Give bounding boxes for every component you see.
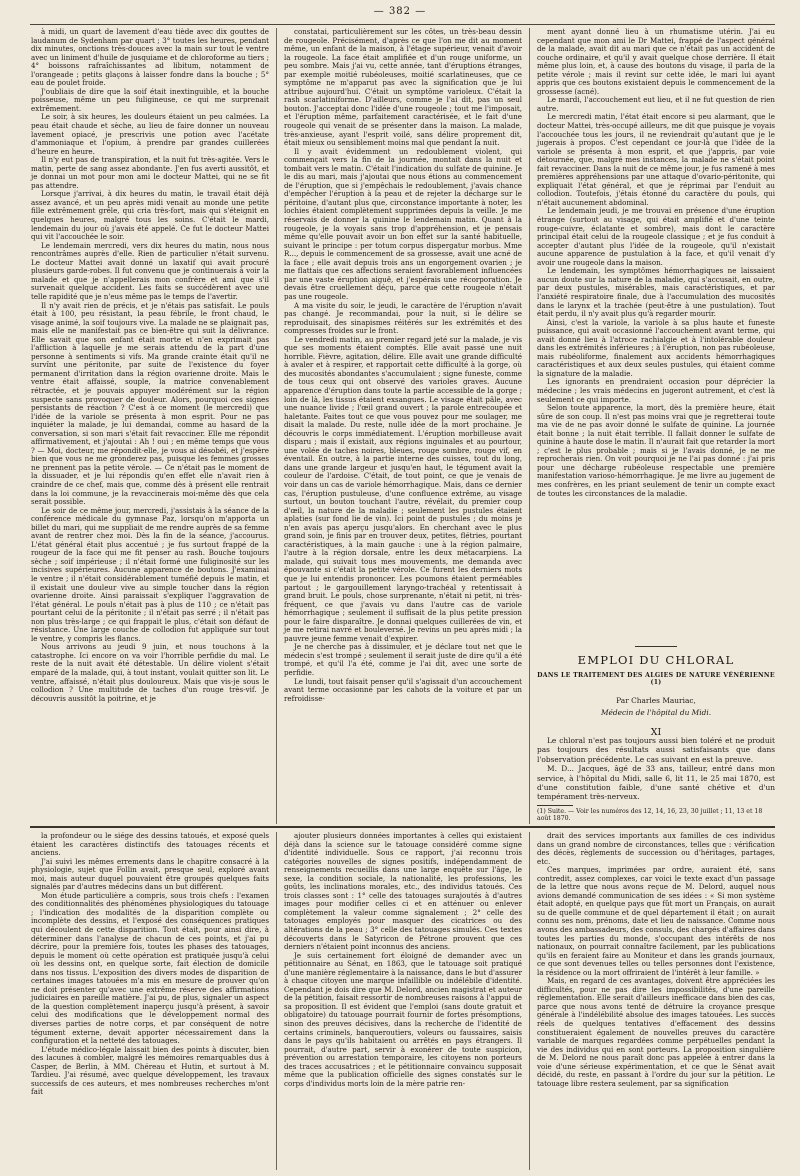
paragraph: Je suis certainement fort éloigné de demander avec un pétitionnaire au Sénat, en 1863, que le tatouage soit pratiqué d'une manière réglementaire à la naissance, dans le but d'assurer à chaque citoyen une marque infaillible ou indélébile d'identité. Cependant je dois dire que M. Delord, ancien magistrat et auteur de la pétition, faisait ressortir de nombreuses raisons à l'appui de sa proposition. Il est évident que l'emploi (sans doute gratuit et obligatoire) du tatouage pourrait fournir de fortes présomptions, sinon des preuves décisives, dans la recherche de l'identité de certains criminels, banqueroutiers, voleurs ou faussaires, saisis dans le pays qu'ils habitaient ou arrêtés en pays étrangers. Il pourrait, d'autre part, servir à exonérer de toute suspicion, prévention ou arrestation temporaire, les citoyens non porteurs des traces accusatrices ; et le pétitionnaire convaincu supposait même que la publication officielle des signes constatés sur le corps d'individus morts loin de la mère patrie ren- xyxy=(284,950,522,1088)
paragraph: Selon toute apparence, la mort, dès la première heure, était sûre de son coup. Il n'est pas moins vrai que je regretterai toute ma vie de ne pas avoir donné le sulfate de quinine. La journée était bonne ; la nuit était terrible. Il fallait donner le sulfate de quinine à haute dose le matin. Il n'aurait fait que retarder la mort ; c'est le plus probable ; mais si je l'avais donné, je ne me reprocherais rien. On voit pourquoi je ne l'ai pas donné : j'ai pris pour une décharge rubéoleuse respectable une première manifestation varioso-hémorrhagique. Je me livre au jugement de mes confrères, en les priant seulement de tenir un compte exact de toutes les circonstances de la maladie. xyxy=(537,403,775,498)
paragraph: J'ai suivi les mêmes errements dans le chapitre consacré à la physiologie, sujet que Follin avait, presque seul, exploré avant moi, mais auteur duquel pouvaient être groupés quelques faits signalés par d'autres médecins dans un but différent. xyxy=(31,856,269,892)
paragraph: Il n'y avait rien de précis, et je n'étais pas satisfait. Le pouls était à 100, peu résistant, la peau fébrile, le front chaud, le visage animé, la soif toujours vive. La malade ne se plaignait pas, mais elle ne manifestait pas ce bien-être qui suit la délivrance. Elle savait que son enfant était morte et n'en exprimait pas l'affliction à laquelle je me serais attendu de la part d'une personne à sentiments si vifs. Ma grande crainte était qu'il ne survînt une péritonite, par suite de l'existence du foyer permanent d'irritation dans la région ovarienne droite. Mais le ventre était affaissé, souple, la matrice convenablement rétractée, et je pouvais appuyer modérément sur la région suspecte sans provoquer de douleur. Alors, pourquoi ces signes persistants de réaction ? C'est à ce moment (le mercredi) que l'idée de la variole se présenta à mon esprit. Pour ne pas inquiéter la malade, je lui demandai, comme au hasard de la conversation, si son mari s'était fait revacciner. Elle me répondit affirmativement, et j'ajoutai : Ah ! oui ; en même temps que vous ? — Moi, docteur, me répondit-elle, je vous ai désobéi, et j'espère bien que vous ne me gronderez pas, puisque les femmes grosses ne prennent pas la petite vérole. — Ce n'était pas le moment de la dissuader, et je lui répondis qu'en effet elle n'avait rien à craindre de ce chef, mais que, comme dès à présent elle rentrait dans la loi commune, je la revaccinerais moi-même dès que cela serait possible. xyxy=(31,300,269,507)
paragraph: Le mercredi matin, l'état était encore si peu alarmant, que le docteur Mattei, très-occupé ailleurs, me dit que puisque je voyais l'accouchée tous les jours, il ne reviendrait qu'autant que je le jugerais à propos. C'est cependant ce jour-là que l'idée de la variole se présenta à mon esprit, et que j'appris, par voie détournée, que, malgré mes instances, la malade ne s'était point fait revacciner. Dans la nuit de ce même jour, je fus ramené à mes premières appréhensions par une attaque d'ovario-péritonite, qui expliquait l'état général, et que je réprimai par l'enduit au collodion. Toutefois, j'étais étonné du caractère du pouls, qui n'était aucunement abdominal. xyxy=(537,112,775,207)
heading-separator xyxy=(635,646,677,647)
paragraph: Le lundi, tout faisait penser qu'il s'agissait d'un accouchement avant terme occasionné par les cahots de la voiture et par un refroidisse- xyxy=(284,676,522,703)
paragraph: Mais, en regard de ces avantages, doivent être appréciées les difficultés, pour ne pas dire les impossibilités, d'une pareille réglementation. Elle serait d'ailleurs inefficace dans bien des cas, parce que nous avons tenté de détruire la croyance presque générale à l'indélébilité absolue des images tatouées. Les succès réels de quelques tentatives d'effacement des dessins constitueraient également de nouvelles preuves du caractère variable de marques regardées comme perpétuelles pendant la vie des individus qui en sont porteurs. La proposition singulière de M. Delord ne nous paraît donc pas appelée à entrer dans la voie d'une sérieuse expérimentation, et ce que le Sénat avait décidé, du reste, en passant à l'ordre du jour sur la pétition. Le tatouage libre restera seulement, par sa signification xyxy=(537,976,775,1088)
paragraph: Le mardi, l'accouchement eut lieu, et il ne fut question de rien autre. xyxy=(537,95,775,113)
column-divider xyxy=(276,28,277,824)
paragraph: drait des services importants aux familles de ces individus dans un grand nombre de circonstances, telles que : vérification des décès, règlements de succession ou d'héritages, partages, etc. xyxy=(537,831,775,866)
paragraph: à midi, un quart de lavement d'eau tiède avec dix gouttes de laudanum de Sydenham par quart ; 3° toutes les heures, pendant dix minutes, onctions très-douces avec la main sur tout le ventre avec un liniment d'huile de jusquiame et de chloroforme au tiers ; 4° boissons rafraîchissantes ad libitum, notamment de l'orangeade ; petits glaçons à laisser fondre dans la bouche ; 5° eau de poulet froide. xyxy=(31,27,269,88)
paragraph: Les ignorants en prendraient occasion pour déprécier la médecine ; les vrais médecins en jugeront autrement, et c'est là seulement ce qui importe. xyxy=(537,377,775,404)
column-1 xyxy=(31,28,269,824)
paragraph: J'oubliais de dire que la soif était inextinguible, et la bouche poisseuse, même un peu fuligineuse, ce qui me surprenait extrêmement. xyxy=(31,86,269,113)
paragraph: Nous arrivons au jeudi 9 juin, et nous touchons à la catastrophe. Ici encore on va voir l'horrible perfidie du mal. Le reste de la nuit avait été détestable. Un délire violent s'était emparé de la malade, qui, à tout instant, voulait quitter son lit. Le ventre, affaissé, n'était plus douloureux. Mais que vis-je sous le collodion ? Une multitude de taches d'un rouge très-vif. Je découvris aussitôt la poitrine, et je xyxy=(31,642,269,703)
column-divider xyxy=(529,28,530,824)
paragraph: Il n'y eut pas de transpiration, et la nuit fut très-agitée. Vers le matin, perte de sang assez abondante. J'en fus averti aussitôt, et je donnai un mot pour mon ami le docteur Mattei, qui ne se fit pas attendre. xyxy=(31,155,269,190)
paragraph: Il y avait évidemment un redoublement violent, qui commençait vers la fin de la journée, montait dans la nuit et tombait vers le matin. C'était l'indication du sulfate de quinine. Je le dis au mari, mais j'ajoutai que nous étions au commencement de l'éruption, que si j'empêchais le redoublement, j'avais chance d'empêcher l'éruption à la peau et de rejeter la décharge sur le péritoine, d'autant plus que, circonstance importante à noter, les lochies étaient complètement supprimées depuis la veille. Je me réservais de donner la quinine le lendemain matin. Quant à la rougeole, je la voyais sans trop d'appréhension, et je pensais même qu'elle pouvait avoir un bon effet sur la santé habituelle, suivant le principe : per totum corpus dispergatur morbus. Mme R..., depuis le commencement de sa grossesse, avait une acné de la face ; elle avait depuis trois ans un engorgement ovarien ; je me flattais que ces affections seraient favorablement influencées par une vaste éruption aiguë, et j'espérais une récorporation. Je devais être cruellement déçu, parce que cette rougeole n'était pas une rougeole. xyxy=(284,146,522,301)
article-author: Par Charles Mauriac, xyxy=(616,696,696,705)
article-title: EMPLOI DU CHLORAL xyxy=(577,653,735,667)
paragraph: Le lendemain jeudi, je me trouvai en présence d'une éruption étrange (surtout au visage, qui était amplifié et d'une teinte rouge-cuivre, éclatante et sombre), mais dont le caractère principal était celui de la rougeole classique ; et je fus conduit à accepter d'autant plus l'idée de la rougeole, qu'il n'existait aucune apparence de pustulation à la face, et qu'il venait d'y avoir une rougeole dans la maison. xyxy=(537,206,775,267)
paragraph: Je ne cherche pas à dissimuler, et je déclare tout net que le médecin s'est trompé ; seulement il serait juste de dire qu'il a été trompé, et qu'il l'a été, comme je l'ai dit, avec une sorte de perfidie. xyxy=(284,642,522,678)
article-subtitle: DANS LE TRAITEMENT DES ALGIES DE NATURE VÉNÉRIENNE (1) xyxy=(537,672,775,686)
column-divider xyxy=(529,832,530,1170)
paragraph: Lorsque j'arrivai, à dix heures du matin, le travail était déjà assez avancé, et un peu après midi venait au monde une petite fille extrêmement grêle, qui cria très-fort, mais qui s'éteignit en quelques heures, malgré tous les soins. C'était le mardi, lendemain du jour où j'avais été appelé. Ce fut le docteur Mattei qui vit l'accouchée le soir. xyxy=(31,189,269,242)
paragraph: Mon étude particulière a compris, sous trois chefs : l'examen des conditionnalités des phénomènes physiologiques du tatouage ; l'indication des modalités de la disparition complète ou incomplète des dessins, et l'exposé des conséquences pratiques qui découlent de cette disparition. Tout était, pour ainsi dire, à déterminer dans l'analyse de chacun de ces points, et j'ai pu décrire, pour la première fois, toutes les phases des tatouages, depuis le moment où cette opération est pratiquée jusqu'à celui où les dessins ont, en quelque sorte, fait élection de domicile dans nos tissus. L'exposition des divers modes de disparition de certaines images tatouées m'a mis en mesure de prouver qu'on ne doit présenter qu'avec une extrême réserve des affirmations judiciaires en pareille matière. J'ai pu, de plus, signaler un aspect de la question complètement inaperçu jusqu'à présent, à savoir celui des modifications que le développement normal des diverses parties de notre corps, et par conséquent de notre tégument externe, devait apporter nécessairement dans la configuration et la netteté des tatouages. xyxy=(31,890,269,1046)
paragraph: ajouter plusieurs données importantes à celles qui existaient déjà dans la science sur le tatouage considéré comme signe d'identité individuelle. Sous ce rapport, j'ai reconnu trois catégories nouvelles de signes positifs, indépendamment de renseignements recueillis dans une large enquête sur l'âge, le sexe, la condition sociale, la nationalité, les professions, les goûts, les inclinations morales, etc., des individus tatoués. Ces trois classes sont : 1° celle des tatouages surajoutés à d'autres images pour modifier celles ci et en atténuer ou enlever complètement la valeur comme signalement ; 2° celle des tatouages employés pour masquer des cicatrices ou des altérations de la peau ; 3° celle des tatouages simulés. Ces textes découverts dans le Satyricon de Pétrone prouvent que ces derniers n'étaient point inconnus des anciens. xyxy=(284,831,522,952)
paragraph: Le lendemain, les symptômes hémorrhagiques ne laissaient aucun doute sur la nature de la maladie, qui s'accusait, en outre, par deux pustules, misérables, mais caractéristiques, et par l'anxiété respiratoire finale, due à l'accumulation des mucosités dans le larynx et la trachée (peut-être à une pustulation). Tout était perdu, il n'y avait plus qu'à regarder mourir. xyxy=(537,266,775,319)
paragraph: L'étude médico-légale laissait bien des points à discuter, bien des lacunes à combler, malgré les mémoires remarquables dus à Casper, de Berlin, à MM. Chéreau et Hutin, et surtout à M. Tardieu. J'ai résumé, avec quelque développement, les travaux successifs de ces auteurs, et mes nombreuses recherches m'ont fait xyxy=(31,1044,269,1097)
paragraph: A ma visite du soir, le jeudi, le caractère de l'éruption n'avait pas changé. Je recommandai, pour la nuit, si le délire se reproduisait, des sinapismes réitérés sur les extrémités et des compresses froides sur le front. xyxy=(284,300,522,336)
column-divider xyxy=(276,832,277,1170)
paragraph: Le soir, à six heures, les douleurs étaient un peu calmées. La peau était chaude et sèche, au lieu de faire donner un nouveau lavement opiacé, je prescrivis une potion avec l'acétate d'ammoniaque et l'opium, à prendre par grandes cuillerées d'heure en heure. xyxy=(31,112,269,156)
footnote: (1) Suite. — Voir les numéros des 12, 14, 16, 23, 30 juillet ; 11, 13 et 18 août 1870. xyxy=(537,808,763,823)
page-number: — 382 — xyxy=(373,6,427,17)
paragraph: ment ayant donné lieu à un rhumatisme utérin. J'ai eu cependant que mon ami le Dr Mattei, frappé de l'aspect général de la malade, avait dit au mari que ce n'était pas un accident de couche ordinaire, et qu'il y avait quelque chose derrière. Il était même plus loin, et, à cause des boutons du visage, il parla de la petite vérole ; mais il revint sur cette idée, le mari lui ayant appris que ces boutons existaient depuis le commencement de la grossesse (acné). xyxy=(537,27,775,96)
top-rule xyxy=(30,24,775,25)
paragraph: Ainsi, c'est la variole, la variole à sa plus haute et funeste puissance, qui avait occasionné l'accouchement avant terme, qui avait donné lieu à l'atroce rachialgie et à l'intolérable douleur dans les extrémités inférieures ; à l'éruption, non pas rubéoleuse, mais rubéoliforme, finalement aux accidents hémorrhagiques caractéristiques et aux deux seules pustules, qui étaient comme la signature de la maladie. xyxy=(537,317,775,378)
paragraph: Le lendemain mercredi, vers dix heures du matin, nous nous rencontrâmes auprès d'elle. Rien de particulier n'était survenu. Le docteur Mattei avait donné un laxatif qui avait procuré plusieurs garde-robes. Il fut convenu que je continuerais à voir la malade et que je n'appellerais mon confrère et ami que s'il survenait quelque accident. Les faits se succédèrent avec une telle rapidité que je n'eus même pas le temps de l'avertir. xyxy=(31,240,269,301)
section-number: XI xyxy=(650,727,662,738)
article-author-role: Médecin de l'hôpital du Midi. xyxy=(600,708,712,717)
paragraph: Le vendredi matin, au premier regard jeté sur la malade, je vis que ses moments étaient comptés. Elle avait passé une nuit horrible. Fièvre, agitation, délire. Elle avait une grande difficulté à avaler et à respirer, et rapportait cette difficulté à la gorge, où des mucosités abondantes s'accumulaient ; signe funeste, comme de tous ceux qui ont observé des varioles graves. Aucune apparence d'éruption dans toute la partie accessible de la gorge ; loin de là, les tissus étaient exsangues. Le visage était pâle, avec une nuance livide ; l'œil grand ouvert ; la parole entrecoupée et haletante. Faites tout ce que vous pouvez pour me soulager, me disait la malade. Du reste, nulle idée de la mort prochaine. Je découvris le corps immédiatement. L'éruption morbilleuse avait disparu ; mais il existait, aux régions inguinales et au pourtour, une volée de taches noires, bleues, rouge sombre, rouge vif, en éventail. En outre, à la partie interne des cuisses, tout du long, dans une grande largeur et jusqu'en haut, le tégument avait la couleur de l'ardoise. C'était, de tout point, ce que je venais de voir dans un cas de variole hémorrhagique. Mais, dans ce dernier cas, l'éruption pustuleuse, d'une confluence extrême, au visage surtout, un bouton touchant l'autre, révélait, du premier coup d'œil, la nature de la maladie ; seulement les pustules étaient aplaties (sur fond lie de vin). Ici point de pustules ; du moins je n'en avais pas aperçu jusqu'alors. En cherchant avec le plus grand soin, je finis par en trouver deux, petites, flétries, pourtant caractéristiques, à la main gauche : une à la région palmaire, l'autre à la région dorsale, entre les deux métacarpiens. La malade, qui suivait tous mes mouvements, me demanda avec épouvante si c'était la petite vérole. Ce furent les derniers mots que je lui entendis prononcer. Les poumons étaient perméables partout ; le gargouillement laryngo-trachéal y retentissait à grand bruit. Le pouls, chose surprenante, n'était ni petit, ni très-fréquent, ce que j'avais vu dans l'autre cas de variole hémorrhagique ; seulement il suffisait de la plus petite pression pour le faire disparaître. Je donnai quelques cuillerées de vin, et je me retirai navré et bouleversé. Je revins un peu après midi ; la pauvre jeune femme venait d'expirer. xyxy=(284,334,522,643)
footnote-rule xyxy=(537,805,573,806)
article-heading xyxy=(537,646,775,738)
paragraph: M. D... Jacques, âgé de 33 ans, tailleur, entré dans mon service, à l'hôpital du Midi, salle 6, lit 11, le 25 mai 1870, est d'une constitution faible, d'une santé chétive et d'un tempérament très-nerveux. xyxy=(537,764,775,802)
column-5 xyxy=(284,832,522,1170)
paragraph: Le chloral n'est pas toujours aussi bien toléré et ne produit pas toujours des résultats aussi satisfaisants que dans l'observation précédente. Le cas suivant en est la preuve. xyxy=(537,736,775,764)
column-3 xyxy=(537,27,775,498)
column-6 xyxy=(537,832,775,1170)
paragraph: Ces marques, imprimées par ordre, auraient été, sans contredit, assez complexes, car voici le texte exact d'un passage de la lettre que nous avons reçue de M. Delord, auquel nous avions demandé communication de ses idées : « Si mon système était adopté, en quelque pays que fût mort un Français, on aurait su de quelle commune et de quel département il était ; on aurait connu ses nom, prénoms, date et lieu de naissance. Comme nous avons des ambassadeurs, des consuls, des chargés d'affaires dans toutes les parties du monde, s'occupant des intérêts de nos nationaux, on pourrait connaître facilement, par les publications qu'ils en feraient faire au Moniteur et dans les grands journaux, ce que sont devenues telles ou telles personnes dont l'existence, la résidence ou la mort offriraient de l'intérêt à leur famille. » xyxy=(537,865,775,977)
paragraph: constatai, particulièrement sur les côtes, un très-beau dessin de rougeole. Précisément, d'après ce que l'on me dit au moment même, un enfant de la maison, à l'étage supérieur, venait d'avoir la rougeole. La face était amplifiée et d'un rouge uniforme, un peu sombre. Mais j'ai vu, cette année, tant d'éruptions étranges, par exemple moitié rubéoleuses, moitié scarlatineuses, que ce symptôme ne m'apparut pas avec la signification que je lui attribue aujourd'hui. C'était un symptôme varioleux. C'était la rash scarlatiniforme. D'ailleurs, comme je l'ai dit, pas un seul bouton. J'acceptai donc l'idée d'une rougeole ; tout me l'imposait, et l'éruption même, parfaitement caractérisée, et le fait d'une rougeole qui venait de se présenter dans la maison. La malade, très-anxieuse, ayant l'esprit voilé, sans délire proprement dit, était mieux ou sensiblement moins mal que pendant la nuit. xyxy=(284,27,522,148)
paragraph: Le soir de ce même jour, mercredi, j'assistais à la séance de la conférence médicale du gymnase Paz, lorsqu'on m'apporta un billet du mari, qui me suppliait de me rendre auprès de sa femme avant de rentrer chez moi. Dès la fin de la séance, j'accourus. L'état général était plus accentué ; je fus surtout frappé de la rougeur de la face qui me fit penser au rash. Bouche toujours sèche ; soif impérieuse ; il n'était formé une fuliginosité sur les incisives supérieures. Aucune apparence de boutons. J'examinai le ventre ; il n'était considérablement tuméfié depuis le matin, et il existait une douleur vive au simple toucher dans la région ovarienne droite. Ainsi paraissait s'expliquer l'aggravation de l'état général. Le pouls n'était pas à plus de 110 ; ce n'était pas pourtant celui de la péritonite ; il n'était pas serré ; il n'était pas non plus très-large ; ce qui frappait le plus, c'était son défaut de résistance. Une large couche de collodion fut appliquée sur tout le ventre, y compris les flancs. xyxy=(31,505,269,643)
column-4 xyxy=(31,832,269,1170)
column-2 xyxy=(284,28,522,824)
paragraph: la profondeur ou le siége des dessins tatoués, et exposé quels étaient les caractères distinctifs des tatouages récents et anciens. xyxy=(31,831,269,858)
middle-rule xyxy=(30,826,775,828)
